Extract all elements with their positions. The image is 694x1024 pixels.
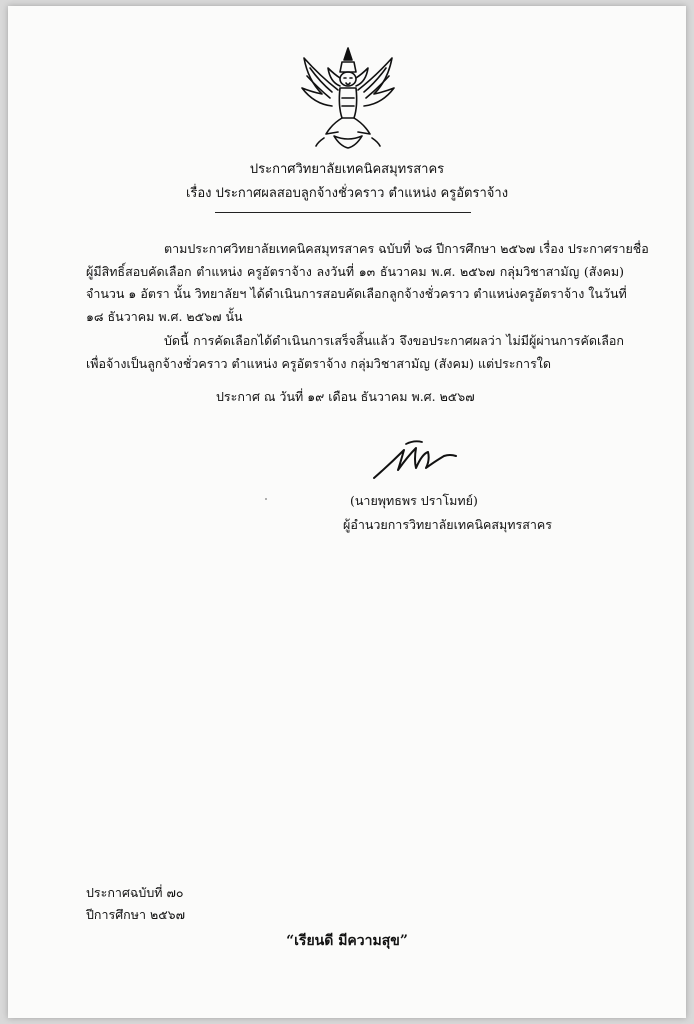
document-page (8, 6, 686, 1018)
announcement-number: ประกาศฉบับที่ ๗๐ (86, 885, 184, 900)
document-subject: เรื่อง ประกาศผลสอบลูกจ้างชั่วคราว ตำแหน่ง ครูอัตราจ้าง (185, 186, 509, 201)
signatory-position: ผู้อำนวยการวิทยาลัยเทคนิคสมุทรสาคร (343, 517, 552, 532)
paragraph-2-line: เพื่อจ้างเป็นลูกจ้างชั่วคราว ตำแหน่ง ครูอัตราจ้าง กลุ่มวิชาสามัญ (สังคม) แต่ประการใด (86, 355, 552, 371)
handwritten-signature (370, 434, 462, 484)
paragraph-1-line: ตามประกาศวิทยาลัยเทคนิคสมุทรสาคร ฉบับที่ ๖๘ ปีการศึกษา ๒๕๖๗ เรื่อง ประกาศรายชื่อ (164, 241, 649, 256)
garuda-emblem-icon (298, 46, 398, 150)
paragraph-1-line: จำนวน ๑ อัตรา นั้น วิทยาลัยฯ ได้ดำเนินการสอบคัดเลือกลูกจ้างชั่วคราว ตำแหน่งครูอัตราจ้าง ในวันที่ (86, 286, 627, 301)
document-title: ประกาศวิทยาลัยเทคนิคสมุทรสาคร (249, 162, 445, 177)
announcement-date: ประกาศ ณ วันที่ ๑๙ เดือน ธันวาคม พ.ศ. ๒๕๖๗ (216, 389, 475, 404)
scan-speck (265, 498, 267, 500)
paragraph-1 (86, 238, 649, 328)
signatory-name: (นายพุทธพร ปราโมทย์) (350, 493, 478, 508)
college-motto: “เรียนดี มีความสุข” (286, 933, 408, 949)
paragraph-2-line: บัดนี้ การคัดเลือกได้ดำเนินการเสร็จสิ้นแล้ว จึงขอประกาศผลว่า ไม่มีผู้ผ่านการคัดเลือก (164, 333, 624, 348)
title-divider (215, 212, 471, 213)
paragraph-1-line: ผู้มีสิทธิ์สอบคัดเลือก ตำแหน่ง ครูอัตราจ้าง ลงวันที่ ๑๓ ธันวาคม พ.ศ. ๒๕๖๗ กลุ่มวิชาสามัญ (สังคม) (86, 263, 624, 279)
academic-year: ปีการศึกษา ๒๕๖๗ (86, 907, 186, 922)
paragraph-1-line: ๑๘ ธันวาคม พ.ศ. ๒๕๖๗ นั้น (86, 308, 243, 324)
paragraph-2 (86, 330, 624, 375)
